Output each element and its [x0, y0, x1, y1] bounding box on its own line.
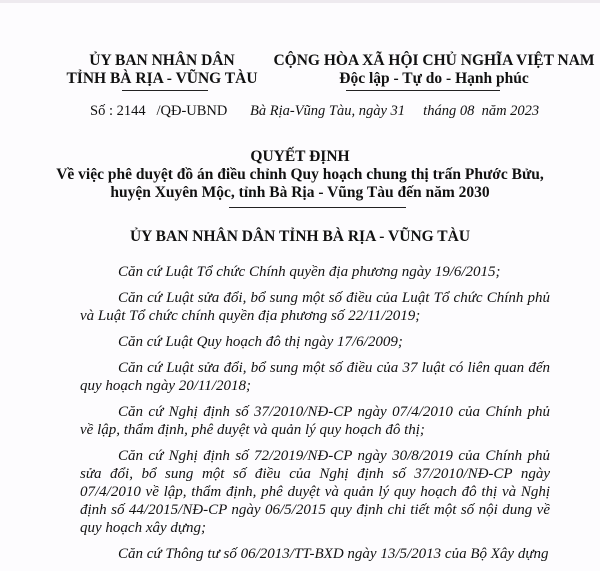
issuer-underline	[122, 90, 208, 91]
legal-basis-list	[80, 263, 550, 571]
document-type-heading: QUYẾT ĐỊNH	[250, 148, 350, 165]
nation-line-1: CỘNG HÒA XÃ HỘI CHỦ NGHĨA VIỆT NAM	[273, 52, 595, 69]
legal-basis-paragraph: Căn cứ Thông tư số 06/2013/TT-BXD ngày 13/5/2013 của Bộ Xây dựng	[118, 546, 549, 562]
issuer-line-2: TỈNH BÀ RỊA - VŨNG TÀU	[66, 70, 258, 87]
subject-line-1: Về việc phê duyệt đồ án điều chỉnh Quy hoạch chung thị trấn Phước Bửu,	[56, 166, 544, 183]
legal-basis-paragraph: Căn cứ Luật Quy hoạch đô thị ngày 17/6/2009;	[118, 334, 403, 350]
legal-basis-paragraph: Căn cứ Nghị định số 72/2019/NĐ-CP ngày 30/8/2019 của Chính phủ sửa đổi, bổ sung một số điều của Nghị định số 37/2010/NĐ-CP ngày 07/4/2010 về lập, thẩm định, phê duyệt và quản lý quy hoạch đô thị và Nghị định số 44/2015/NĐ-CP ngày 06/5/2015 quy định chi tiết một số nội dung về quy hoạch xây dựng;	[80, 448, 550, 536]
page-top-edge	[0, 0, 600, 3]
legal-basis-paragraph: Căn cứ Luật Tổ chức Chính quyền địa phương ngày 19/6/2015;	[118, 264, 501, 280]
title-block	[40, 148, 560, 202]
issuer-block	[52, 52, 272, 88]
motto-underline	[346, 90, 500, 91]
subject-line-2: huyện Xuyên Mộc, tỉnh Bà Rịa - Vũng Tàu đến năm 2030	[110, 184, 490, 201]
legal-basis-paragraph: Căn cứ Luật sửa đổi, bổ sung một số điều của Luật Tổ chức Chính phủ và Luật Tổ chức chính quyền địa phương số 22/11/2019;	[80, 290, 550, 324]
place-date: Bà Rịa-Vũng Tàu, ngày 31 tháng 08 năm 2023	[250, 103, 540, 119]
nation-line-2: Độc lập - Tự do - Hạnh phúc	[339, 70, 529, 87]
legal-basis-paragraph: Căn cứ Luật sửa đổi, bổ sung một số điều của 37 luật có liên quan đến quy hoạch ngày 20/11/2018;	[80, 360, 550, 394]
document-number: Số : 2144 /QĐ-UBND	[90, 103, 228, 119]
issuing-authority: ỦY BAN NHÂN DÂN TỈNH BÀ RỊA - VŨNG TÀU	[129, 228, 471, 245]
legal-basis-paragraph: Căn cứ Nghị định số 37/2010/NĐ-CP ngày 07/4/2010 của Chính phủ về lập, thẩm định, phê duyệt và quản lý quy hoạch đô thị;	[80, 404, 550, 438]
title-underline	[229, 207, 406, 208]
nation-block	[272, 52, 596, 88]
issuer-line-1: ỦY BAN NHÂN DÂN	[89, 52, 235, 69]
